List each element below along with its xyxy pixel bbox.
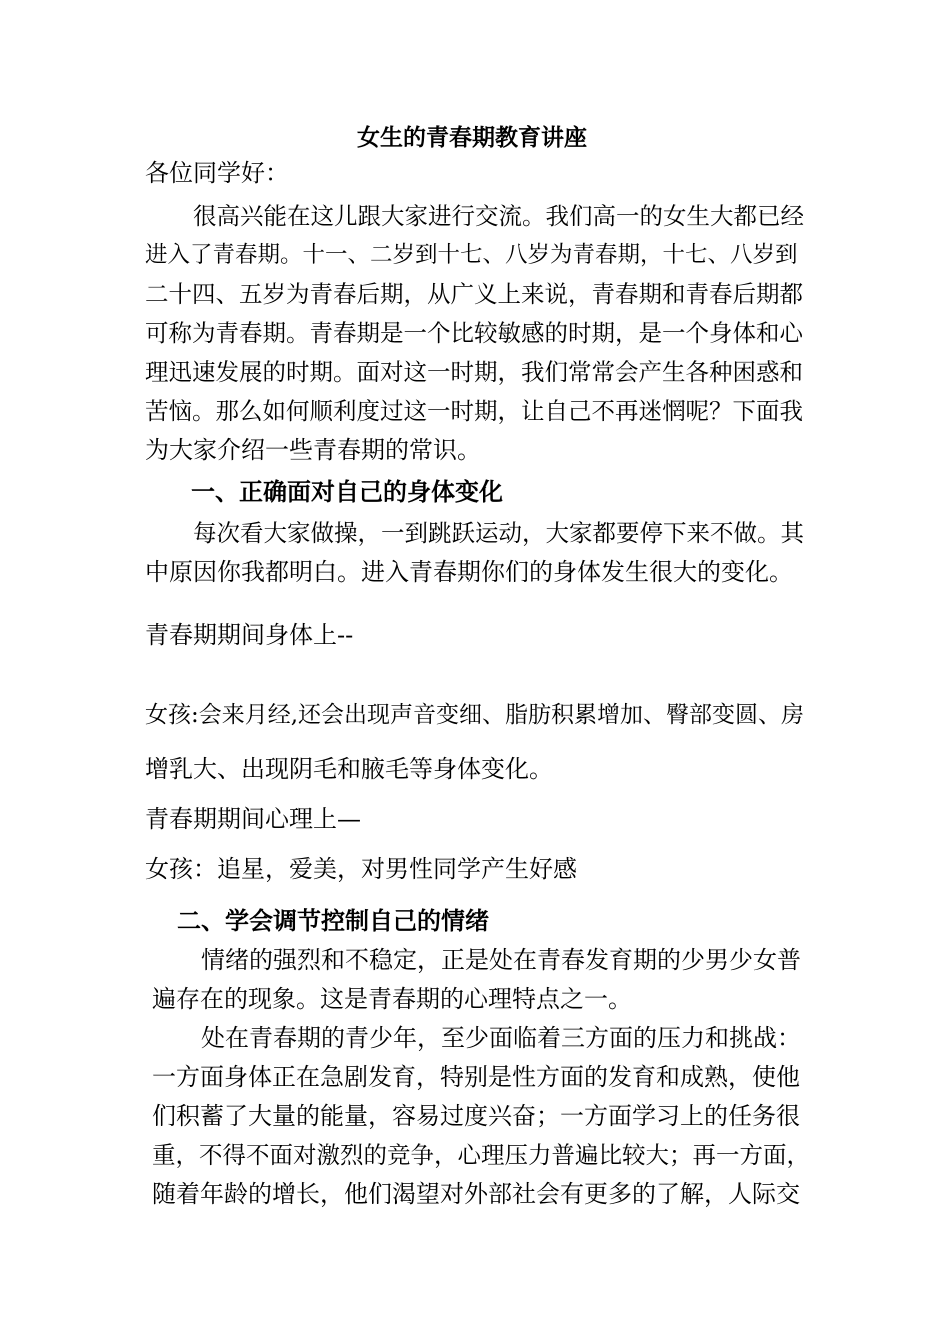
intro-line: 苦恼。那么如何顺利度过这一时期，让自己不再迷惘呢？下面我: [145, 397, 803, 425]
section1-para-line: 中原因你我都明白。进入青春期你们的身体发生很大的变化。: [145, 558, 793, 586]
section2-para-line: 们积蓄了大量的能量，容易过度兴奋；一方面学习上的任务很: [152, 1102, 800, 1130]
section1-para-line: 每次看大家做操，一到跳跃运动，大家都要停下来不做。其: [193, 519, 804, 547]
mind-changes-label: 青春期期间心理上—: [145, 805, 361, 833]
girls-mind-line: 女孩：追星，爱美，对男性同学产生好感: [145, 855, 577, 883]
section2-heading: 二、学会调节控制自己的情绪: [177, 906, 489, 935]
intro-line: 理迅速发展的时期。面对这一时期，我们常常会产生各种困惑和: [145, 358, 803, 386]
intro-line: 很高兴能在这儿跟大家进行交流。我们高一的女生大都已经: [193, 202, 804, 230]
section1-heading: 一、正确面对自己的身体变化: [191, 477, 503, 506]
intro-line: 为大家介绍一些青春期的常识。: [145, 436, 481, 464]
section2-para-line: 重，不得不面对激烈的竞争，心理压力普遍比较大；再一方面，: [152, 1141, 810, 1169]
body-changes-label: 青春期期间身体上--: [145, 621, 354, 649]
intro-line: 二十四、五岁为青春后期，从广义上来说，青春期和青春后期都: [145, 280, 803, 308]
intro-line: 可称为青春期。青春期是一个比较敏感的时期，是一个身体和心: [145, 319, 803, 347]
girls-body-line: 女孩:会来月经,还会出现声音变细、脂肪积累增加、臀部变圆、房: [145, 702, 805, 728]
page-title: 女生的青春期教育讲座: [357, 124, 587, 151]
section2-para-line: 随着年龄的增长，他们渴望对外部社会有更多的了解，人际交: [152, 1180, 800, 1208]
girls-body-line: 增乳大、出现阴毛和腋毛等身体变化。: [145, 755, 553, 783]
section2-para-line: 情绪的强烈和不稳定，正是处在青春发育期的少男少女普: [201, 946, 801, 974]
intro-line: 进入了青春期。十一、二岁到十七、八岁为青春期，十七、八岁到: [145, 242, 798, 268]
section2-para-line: 遍存在的现象。这是青春期的心理特点之一。: [152, 985, 632, 1013]
greeting: 各位同学好：: [145, 159, 289, 187]
section2-para-line: 一方面身体正在急剧发育，特别是性方面的发育和成熟，使他: [152, 1063, 800, 1091]
section2-para-line: 处在青春期的青少年，至少面临着三方面的压力和挑战：: [201, 1024, 801, 1052]
